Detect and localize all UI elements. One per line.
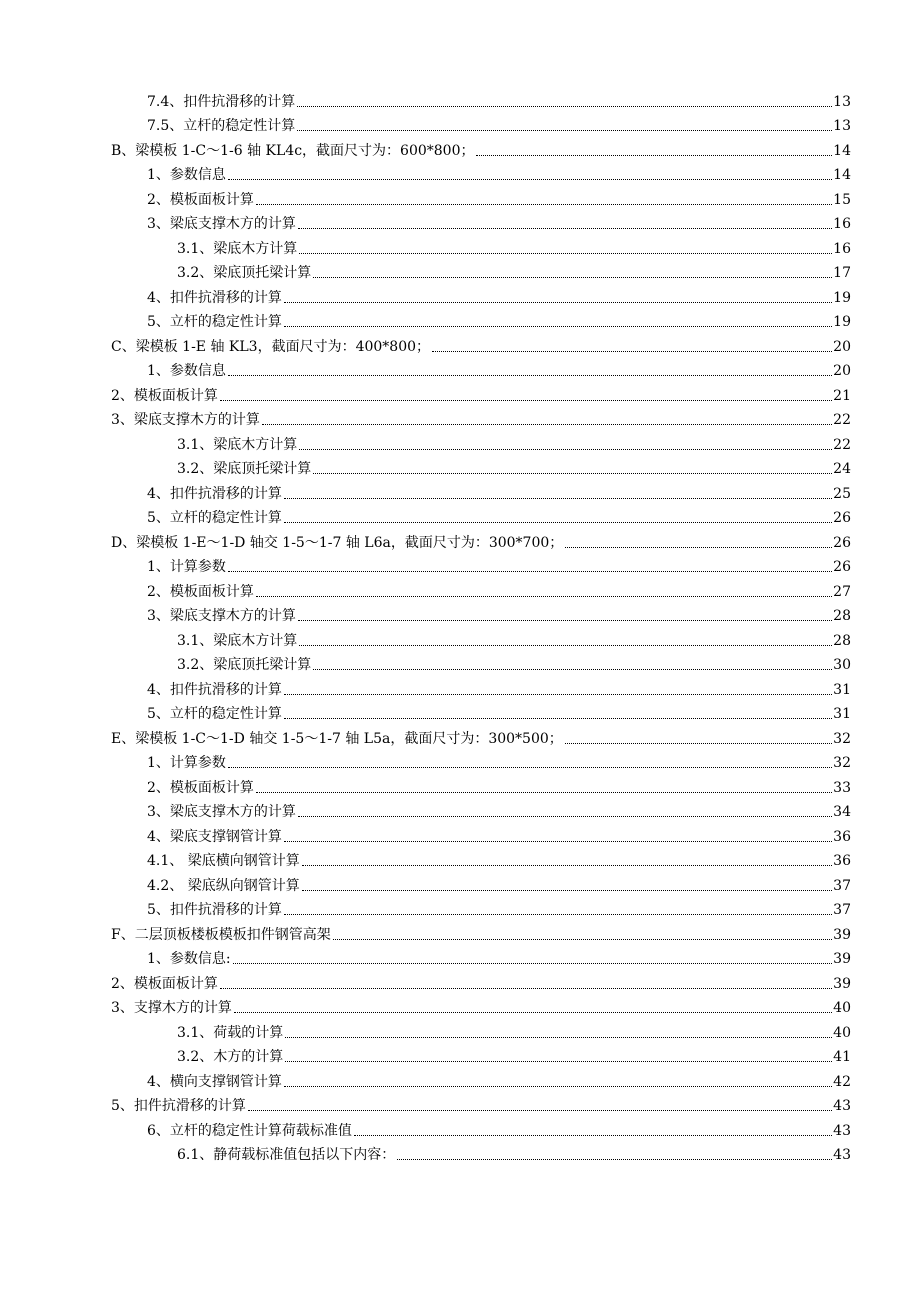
dot-leader <box>228 767 832 768</box>
dot-leader <box>256 792 832 793</box>
dot-leader <box>297 130 832 131</box>
dot-leader <box>302 865 832 866</box>
dot-leader <box>565 743 832 744</box>
toc-entry[interactable] <box>0 527 851 552</box>
dot-leader <box>284 302 832 303</box>
toc-entry[interactable] <box>0 282 851 307</box>
toc-entry-title: 2、模板面板计算 <box>147 779 254 796</box>
toc-entry-title: 2、模板面板计算 <box>147 583 254 600</box>
dot-leader <box>228 179 832 180</box>
dot-leader <box>248 1110 832 1111</box>
dot-leader <box>298 620 832 621</box>
toc-entry[interactable] <box>0 307 851 332</box>
toc-entry-title: 4、梁底支撑钢管计算 <box>147 828 282 845</box>
toc-entry[interactable] <box>0 1017 851 1042</box>
toc-entry-page-number: 13 <box>833 118 851 134</box>
toc-entry[interactable] <box>0 576 851 601</box>
toc-entry-page-number: 20 <box>833 338 851 355</box>
toc-entry-title: 5、扣件抗滑移的计算 <box>111 1098 246 1114</box>
toc-entry-page-number: 16 <box>833 216 851 232</box>
toc-entry-title: 5、立杆的稳定性计算 <box>147 706 282 722</box>
toc-entry-title: E、梁模板 1-C～1-D 轴交 1-5～1-7 轴 L5a，截面尺寸为：300*500； <box>111 730 563 747</box>
toc-entry[interactable] <box>0 846 851 871</box>
toc-entry-title: 3.1、梁底木方计算 <box>177 436 298 453</box>
dot-leader <box>284 522 832 523</box>
toc-entry-title: 1、参数信息 <box>147 363 226 379</box>
dot-leader <box>284 1086 832 1087</box>
toc-entry-title: 6.1、静荷载标准值包括以下内容： <box>177 1147 396 1163</box>
toc-entry-title: 3.1、荷载的计算 <box>177 1024 284 1041</box>
toc-entry[interactable] <box>0 993 851 1018</box>
toc-entry[interactable] <box>0 86 851 111</box>
dot-leader <box>476 155 832 156</box>
toc-entry-title: 6、立杆的稳定性计算荷载标准值 <box>147 1122 352 1139</box>
toc-entry-title: 3.2、梁底顶托梁计算 <box>177 461 312 477</box>
dot-leader <box>299 449 832 450</box>
toc-entry[interactable] <box>0 674 851 699</box>
toc-entry-title: 2、模板面板计算 <box>147 191 254 208</box>
dot-leader <box>285 1061 832 1062</box>
toc-entry-page-number: 26 <box>833 559 851 575</box>
toc-entry-page-number: 17 <box>833 265 851 281</box>
toc-entry-page-number: 36 <box>833 828 851 845</box>
toc-entry[interactable] <box>0 209 851 234</box>
toc-entry-page-number: 16 <box>833 240 851 257</box>
toc-entry-page-number: 39 <box>833 926 851 943</box>
toc-entry[interactable] <box>0 821 851 846</box>
dot-leader <box>302 890 832 891</box>
dot-leader <box>313 473 832 474</box>
toc-entry-title: 3、梁底支撑木方的计算 <box>147 216 296 232</box>
toc-entry-title: 3、梁底支撑木方的计算 <box>111 412 260 428</box>
toc-entry-title: 3、梁底支撑木方的计算 <box>147 608 296 624</box>
dot-leader <box>228 375 832 376</box>
toc-entry-title: 3.2、梁底顶托梁计算 <box>177 265 312 281</box>
toc-entry[interactable] <box>0 895 851 920</box>
toc-entry-title: 3.2、木方的计算 <box>177 1049 284 1065</box>
toc-entry-title: D、梁模板 1-E～1-D 轴交 1-5～1-7 轴 L6a，截面尺寸为：300*700； <box>111 534 564 551</box>
toc-entry-page-number: 34 <box>833 804 851 820</box>
dot-leader <box>284 841 832 842</box>
toc-entry-page-number: 27 <box>833 583 851 600</box>
table-of-contents <box>0 86 920 1164</box>
toc-entry[interactable] <box>0 184 851 209</box>
dot-leader <box>299 645 832 646</box>
toc-entry-page-number: 31 <box>833 706 851 722</box>
toc-entry-title: 4.2、 梁底纵向钢管计算 <box>147 877 300 894</box>
toc-entry-title: 1、参数信息 <box>147 167 226 183</box>
toc-entry-page-number: 32 <box>833 730 851 747</box>
dot-leader <box>297 106 832 107</box>
toc-entry-title: 2、模板面板计算 <box>111 387 218 404</box>
dot-leader <box>234 1012 832 1013</box>
toc-entry-page-number: 26 <box>833 534 851 551</box>
toc-entry[interactable] <box>0 478 851 503</box>
toc-entry-title: 7.4、扣件抗滑移的计算 <box>147 93 296 110</box>
toc-entry-page-number: 14 <box>833 167 851 183</box>
toc-entry[interactable] <box>0 111 851 136</box>
dot-leader <box>298 228 832 229</box>
dot-leader <box>299 253 832 254</box>
toc-entry-title: 5、扣件抗滑移的计算 <box>147 902 282 918</box>
dot-leader <box>285 1037 832 1038</box>
dot-leader <box>228 571 832 572</box>
toc-entry[interactable] <box>0 552 851 577</box>
toc-entry-page-number: 14 <box>833 142 851 159</box>
dot-leader <box>233 963 832 964</box>
toc-entry[interactable] <box>0 1091 851 1116</box>
toc-entry-page-number: 28 <box>833 632 851 649</box>
toc-entry-title: 4、横向支撑钢管计算 <box>147 1073 282 1090</box>
dot-leader <box>284 326 832 327</box>
toc-entry-page-number: 43 <box>833 1122 851 1139</box>
toc-entry-page-number: 30 <box>833 657 851 673</box>
toc-entry-page-number: 22 <box>833 412 851 428</box>
toc-entry-page-number: 33 <box>833 779 851 796</box>
toc-entry-page-number: 37 <box>833 877 851 894</box>
toc-entry-page-number: 22 <box>833 436 851 453</box>
toc-entry[interactable] <box>0 380 851 405</box>
toc-entry[interactable] <box>0 331 851 356</box>
toc-entry-page-number: 36 <box>833 853 851 869</box>
toc-entry-page-number: 28 <box>833 608 851 624</box>
toc-entry[interactable] <box>0 135 851 160</box>
toc-entry[interactable] <box>0 625 851 650</box>
dot-leader <box>354 1135 832 1136</box>
dot-leader <box>262 424 832 425</box>
toc-entry-title: 3、支撑木方的计算 <box>111 1000 232 1016</box>
toc-entry[interactable] <box>0 797 851 822</box>
toc-entry[interactable] <box>0 1140 851 1165</box>
dot-leader <box>284 718 832 719</box>
toc-entry-page-number: 41 <box>833 1049 851 1065</box>
toc-entry-title: 7.5、立杆的稳定性计算 <box>147 118 296 134</box>
toc-entry-page-number: 42 <box>833 1073 851 1090</box>
toc-entry-title: 3.2、梁底顶托梁计算 <box>177 657 312 673</box>
toc-entry-page-number: 15 <box>833 191 851 208</box>
toc-entry-title: 1、参数信息: <box>147 951 231 967</box>
toc-entry-page-number: 40 <box>833 1024 851 1041</box>
toc-entry-page-number: 31 <box>833 681 851 698</box>
toc-entry-title: 1、计算参数 <box>147 559 226 575</box>
toc-entry-title: 1、计算参数 <box>147 755 226 771</box>
toc-entry[interactable] <box>0 1066 851 1091</box>
toc-entry-page-number: 43 <box>833 1098 851 1114</box>
dot-leader <box>284 914 832 915</box>
toc-entry-title: B、梁模板 1-C～1-6 轴 KL4c，截面尺寸为：600*800； <box>111 142 475 159</box>
dot-leader <box>256 204 832 205</box>
toc-entry-page-number: 39 <box>833 975 851 992</box>
dot-leader <box>313 669 832 670</box>
toc-entry-title: F、二层顶板楼板模板扣件钢管高架 <box>111 926 331 943</box>
dot-leader <box>284 498 832 499</box>
toc-entry[interactable] <box>0 258 851 283</box>
dot-leader <box>284 694 832 695</box>
dot-leader <box>333 939 832 940</box>
toc-entry-title: 4、扣件抗滑移的计算 <box>147 681 282 698</box>
toc-entry-page-number: 32 <box>833 755 851 771</box>
toc-entry-page-number: 19 <box>833 289 851 306</box>
dot-leader <box>313 277 832 278</box>
toc-entry-page-number: 21 <box>833 387 851 404</box>
toc-entry[interactable] <box>0 772 851 797</box>
toc-entry[interactable] <box>0 723 851 748</box>
toc-entry-page-number: 24 <box>833 461 851 477</box>
dot-leader <box>220 400 832 401</box>
toc-entry[interactable] <box>0 601 851 626</box>
toc-entry[interactable] <box>0 699 851 724</box>
toc-entry-page-number: 39 <box>833 951 851 967</box>
toc-entry[interactable] <box>0 1042 851 1067</box>
toc-entry[interactable] <box>0 870 851 895</box>
dot-leader <box>432 351 832 352</box>
toc-entry-title: 3.1、梁底木方计算 <box>177 240 298 257</box>
toc-entry-page-number: 19 <box>833 314 851 330</box>
toc-entry-page-number: 13 <box>833 93 851 110</box>
toc-entry[interactable] <box>0 356 851 381</box>
toc-entry-page-number: 43 <box>833 1147 851 1163</box>
toc-entry-page-number: 25 <box>833 485 851 502</box>
toc-entry-page-number: 20 <box>833 363 851 379</box>
toc-entry[interactable] <box>0 503 851 528</box>
toc-entry-page-number: 40 <box>833 1000 851 1016</box>
dot-leader <box>397 1159 832 1160</box>
dot-leader <box>565 547 832 548</box>
toc-entry[interactable] <box>0 233 851 258</box>
toc-entry-page-number: 37 <box>833 902 851 918</box>
toc-entry-title: 4、扣件抗滑移的计算 <box>147 289 282 306</box>
toc-entry-title: 3、梁底支撑木方的计算 <box>147 804 296 820</box>
dot-leader <box>256 596 832 597</box>
toc-entry-title: 3.1、梁底木方计算 <box>177 632 298 649</box>
toc-entry-title: 5、立杆的稳定性计算 <box>147 314 282 330</box>
toc-entry-title: 2、模板面板计算 <box>111 975 218 992</box>
toc-entry[interactable] <box>0 650 851 675</box>
toc-entry[interactable] <box>0 944 851 969</box>
toc-entry-title: C、梁模板 1-E 轴 KL3，截面尺寸为：400*800； <box>111 338 431 355</box>
toc-entry[interactable] <box>0 1115 851 1140</box>
toc-entry[interactable] <box>0 968 851 993</box>
toc-entry[interactable] <box>0 748 851 773</box>
toc-entry[interactable] <box>0 429 851 454</box>
dot-leader <box>220 988 832 989</box>
toc-entry-page-number: 26 <box>833 510 851 526</box>
toc-entry-title: 4.1、 梁底横向钢管计算 <box>147 853 300 869</box>
toc-entry[interactable] <box>0 405 851 430</box>
toc-entry[interactable] <box>0 454 851 479</box>
toc-entry[interactable] <box>0 919 851 944</box>
toc-entry[interactable] <box>0 160 851 185</box>
toc-entry-title: 4、扣件抗滑移的计算 <box>147 485 282 502</box>
dot-leader <box>298 816 832 817</box>
toc-entry-title: 5、立杆的稳定性计算 <box>147 510 282 526</box>
